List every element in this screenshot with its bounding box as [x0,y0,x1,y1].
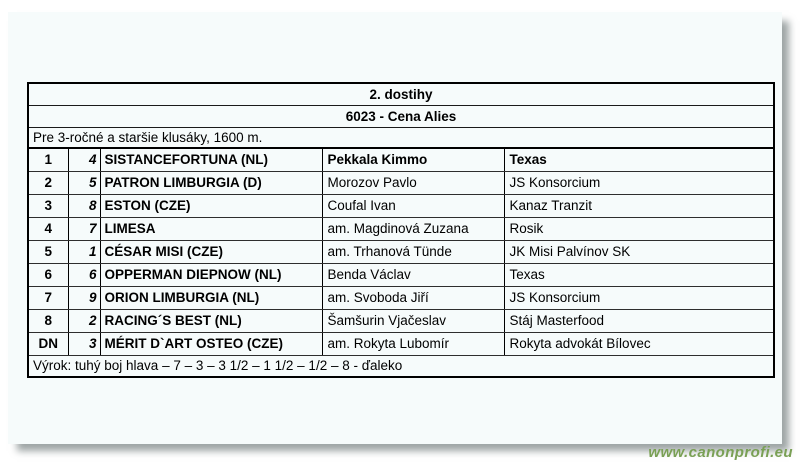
horse-name-cell: OPPERMAN DIEPNOW (NL) [100,263,322,286]
driver-name-cell: am. Svoboda Jiří [322,286,504,309]
owner-name-cell: JK Misi Palvínov SK [504,240,774,263]
horse-name-cell: CÉSAR MISI (CZE) [100,240,322,263]
result-row [28,148,774,171]
driver-name-cell: Coufal Ivan [322,194,504,217]
owner-name-cell: JS Konsorcium [504,286,774,309]
start-number-cell: 2 [68,309,100,332]
horse-name-cell: ORION LIMBURGIA (NL) [100,286,322,309]
race-verdict-row [28,355,774,377]
race-title-row [28,83,774,105]
driver-name-cell: Pekkala Kimmo [322,148,504,171]
owner-name-cell: Texas [504,148,774,171]
owner-name-cell: JS Konsorcium [504,171,774,194]
owner-name-cell: Stáj Masterfood [504,309,774,332]
start-number-cell: 9 [68,286,100,309]
race-subtitle: 6023 - Cena Alies [28,105,774,127]
result-row [28,309,774,332]
driver-name-cell: am. Magdinová Zuzana [322,217,504,240]
horse-name-cell: RACING´S BEST (NL) [100,309,322,332]
horse-name-cell: LIMESA [100,217,322,240]
result-row [28,171,774,194]
owner-name-cell: Kanaz Tranzit [504,194,774,217]
horse-name-cell: SISTANCEFORTUNA (NL) [100,148,322,171]
result-row [28,217,774,240]
driver-name-cell: Morozov Pavlo [322,171,504,194]
owner-name-cell: Rokyta advokát Bílovec [504,332,774,355]
place-cell: 2 [28,171,68,194]
race-verdict: Výrok: tuhý boj hlava – 7 – 3 – 3 1/2 – 1 1/2 – 1/2 – 8 - ďaleko [33,358,403,374]
result-row [28,263,774,286]
place-cell: 3 [28,194,68,217]
result-row [28,286,774,309]
document-page [8,12,782,444]
place-cell: DN [28,332,68,355]
driver-name-cell: am. Trhanová Tünde [322,240,504,263]
place-cell: 4 [28,217,68,240]
result-row [28,240,774,263]
place-cell: 7 [28,286,68,309]
horse-name-cell: ESTON (CZE) [100,194,322,217]
horse-name-cell: MÉRIT D`ART OSTEO (CZE) [100,332,322,355]
driver-name-cell: am. Rokyta Lubomír [322,332,504,355]
race-conditions-row [28,127,774,148]
driver-name-cell: Šamšurin Vjačeslav [322,309,504,332]
start-number-cell: 6 [68,263,100,286]
owner-name-cell: Texas [504,263,774,286]
race-title: 2. dostihy [28,83,774,105]
horse-name-cell: PATRON LIMBURGIA (D) [100,171,322,194]
start-number-cell: 7 [68,217,100,240]
result-row [28,332,774,355]
start-number-cell: 4 [68,148,100,171]
driver-name-cell: Benda Václav [322,263,504,286]
start-number-cell: 8 [68,194,100,217]
owner-name-cell: Rosik [504,217,774,240]
result-row [28,194,774,217]
start-number-cell: 5 [68,171,100,194]
place-cell: 8 [28,309,68,332]
race-subtitle-row [28,105,774,127]
start-number-cell: 3 [68,332,100,355]
place-cell: 1 [28,148,68,171]
race-results-table [27,82,775,378]
start-number-cell: 1 [68,240,100,263]
place-cell: 6 [28,263,68,286]
watermark: www.canonprofi.eu [648,444,793,461]
race-conditions: Pre 3-ročné a staršie klusáky, 1600 m. [28,127,774,148]
place-cell: 5 [28,240,68,263]
